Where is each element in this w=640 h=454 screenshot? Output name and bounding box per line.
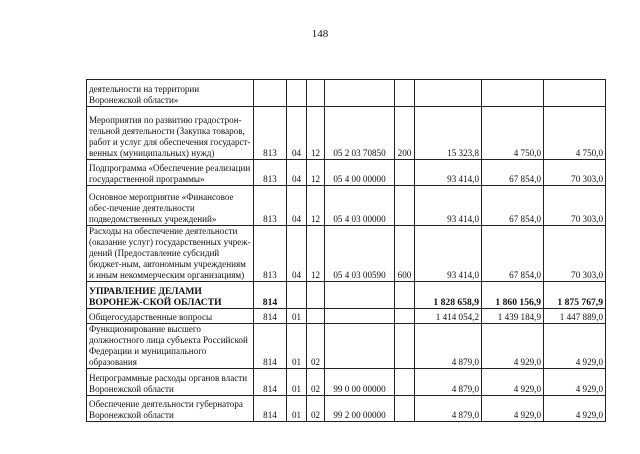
code-pr bbox=[307, 282, 325, 309]
code-csr bbox=[325, 80, 395, 107]
code-rz: 01 bbox=[287, 396, 307, 422]
code-ved: 813 bbox=[254, 160, 287, 186]
row-name: УПРАВЛЕНИЕ ДЕЛАМИ ВОРОНЕЖ-СКОЙ ОБЛАСТИ bbox=[87, 282, 254, 309]
table-row bbox=[87, 282, 606, 309]
row-name: Расходы на обеспечение деятельности (оказание услуг) государственных учреж-дений (Предоставление субсидий бюджет-ным, автономным учреждениям и иным некоммерческим организациям) bbox=[87, 226, 254, 282]
amount-year-1: 4 879,0 bbox=[415, 396, 482, 422]
code-vr bbox=[395, 324, 415, 369]
code-pr: 12 bbox=[307, 107, 325, 160]
table-row bbox=[87, 107, 606, 160]
table-row bbox=[87, 186, 606, 226]
amount-year-2: 1 860 156,9 bbox=[482, 282, 544, 309]
code-csr bbox=[325, 282, 395, 309]
code-rz: 01 bbox=[287, 324, 307, 369]
amount-year-3 bbox=[544, 80, 606, 107]
amount-year-2: 67 854,0 bbox=[482, 160, 544, 186]
code-rz: 01 bbox=[287, 369, 307, 396]
table-row bbox=[87, 80, 606, 107]
code-vr bbox=[395, 186, 415, 226]
code-rz: 04 bbox=[287, 186, 307, 226]
amount-year-3: 4 929,0 bbox=[544, 369, 606, 396]
code-rz: 04 bbox=[287, 226, 307, 282]
code-vr bbox=[395, 369, 415, 396]
code-vr bbox=[395, 160, 415, 186]
amount-year-3: 4 929,0 bbox=[544, 324, 606, 369]
code-vr bbox=[395, 80, 415, 107]
code-rz: 04 bbox=[287, 107, 307, 160]
amount-year-3: 70 303,0 bbox=[544, 226, 606, 282]
table-row bbox=[87, 324, 606, 369]
table-row bbox=[87, 369, 606, 396]
row-name: Подпрограмма «Обеспечение реализации государственной программы» bbox=[87, 160, 254, 186]
budget-table bbox=[86, 79, 606, 422]
code-ved: 814 bbox=[254, 282, 287, 309]
code-csr: 99 0 00 00000 bbox=[325, 369, 395, 396]
row-name: Общегосударственные вопросы bbox=[87, 309, 254, 324]
code-vr: 200 bbox=[395, 107, 415, 160]
code-csr: 05 4 00 00000 bbox=[325, 160, 395, 186]
amount-year-1: 93 414,0 bbox=[415, 186, 482, 226]
row-name: Мероприятия по развитию градострон-тельной деятельности (Закупка товаров, работ и услуг для обеспечения государст-венных (муниципальных) нужд) bbox=[87, 107, 254, 160]
amount-year-2: 1 439 184,9 bbox=[482, 309, 544, 324]
amount-year-2: 4 929,0 bbox=[482, 369, 544, 396]
code-rz: 01 bbox=[287, 309, 307, 324]
amount-year-3: 4 750,0 bbox=[544, 107, 606, 160]
code-rz: 04 bbox=[287, 160, 307, 186]
code-pr: 12 bbox=[307, 160, 325, 186]
code-pr: 02 bbox=[307, 396, 325, 422]
row-name: Основное мероприятие «Финансовое обес-печение деятельности подведомственных учреждений» bbox=[87, 186, 254, 226]
amount-year-2: 67 854,0 bbox=[482, 226, 544, 282]
row-name: Непрограммные расходы органов власти Воронежской области bbox=[87, 369, 254, 396]
row-name: Обеспечение деятельности губернатора Воронежской области bbox=[87, 396, 254, 422]
amount-year-1: 15 323,8 bbox=[415, 107, 482, 160]
code-vr bbox=[395, 309, 415, 324]
code-csr: 05 4 03 00000 bbox=[325, 186, 395, 226]
amount-year-3: 1 447 889,0 bbox=[544, 309, 606, 324]
amount-year-3: 70 303,0 bbox=[544, 186, 606, 226]
code-csr bbox=[325, 324, 395, 369]
code-ved: 813 bbox=[254, 226, 287, 282]
code-csr: 99 2 00 00000 bbox=[325, 396, 395, 422]
code-pr bbox=[307, 309, 325, 324]
code-pr: 12 bbox=[307, 226, 325, 282]
code-rz bbox=[287, 282, 307, 309]
amount-year-1: 93 414,0 bbox=[415, 160, 482, 186]
amount-year-2: 4 929,0 bbox=[482, 324, 544, 369]
amount-year-3: 1 875 767,9 bbox=[544, 282, 606, 309]
amount-year-3: 4 929,0 bbox=[544, 396, 606, 422]
code-ved: 813 bbox=[254, 186, 287, 226]
amount-year-1: 4 879,0 bbox=[415, 369, 482, 396]
table-row bbox=[87, 226, 606, 282]
code-vr bbox=[395, 282, 415, 309]
code-rz bbox=[287, 80, 307, 107]
code-csr: 05 2 03 70850 bbox=[325, 107, 395, 160]
code-vr bbox=[395, 396, 415, 422]
code-ved bbox=[254, 80, 287, 107]
code-ved: 814 bbox=[254, 396, 287, 422]
amount-year-2: 67 854,0 bbox=[482, 186, 544, 226]
amount-year-2 bbox=[482, 80, 544, 107]
code-pr: 02 bbox=[307, 324, 325, 369]
code-csr bbox=[325, 309, 395, 324]
table-row bbox=[87, 309, 606, 324]
page-number: 148 bbox=[311, 28, 329, 40]
code-csr: 05 4 03 00590 bbox=[325, 226, 395, 282]
amount-year-2: 4 750,0 bbox=[482, 107, 544, 160]
code-ved: 814 bbox=[254, 309, 287, 324]
amount-year-1: 4 879,0 bbox=[415, 324, 482, 369]
amount-year-1: 1 414 054,2 bbox=[415, 309, 482, 324]
row-name: Функционирование высшего должностного лица субъекта Российской Федерации и муниципального образования bbox=[87, 324, 254, 369]
amount-year-1: 93 414,0 bbox=[415, 226, 482, 282]
table-row bbox=[87, 160, 606, 186]
code-ved: 813 bbox=[254, 107, 287, 160]
row-name: деятельности на территории Воронежской области» bbox=[87, 80, 254, 107]
amount-year-1: 1 828 658,9 bbox=[415, 282, 482, 309]
code-ved: 814 bbox=[254, 324, 287, 369]
table-row bbox=[87, 396, 606, 422]
code-pr: 02 bbox=[307, 369, 325, 396]
amount-year-2: 4 929,0 bbox=[482, 396, 544, 422]
code-ved: 814 bbox=[254, 369, 287, 396]
code-pr: 12 bbox=[307, 186, 325, 226]
code-pr bbox=[307, 80, 325, 107]
amount-year-1 bbox=[415, 80, 482, 107]
amount-year-3: 70 303,0 bbox=[544, 160, 606, 186]
code-vr: 600 bbox=[395, 226, 415, 282]
